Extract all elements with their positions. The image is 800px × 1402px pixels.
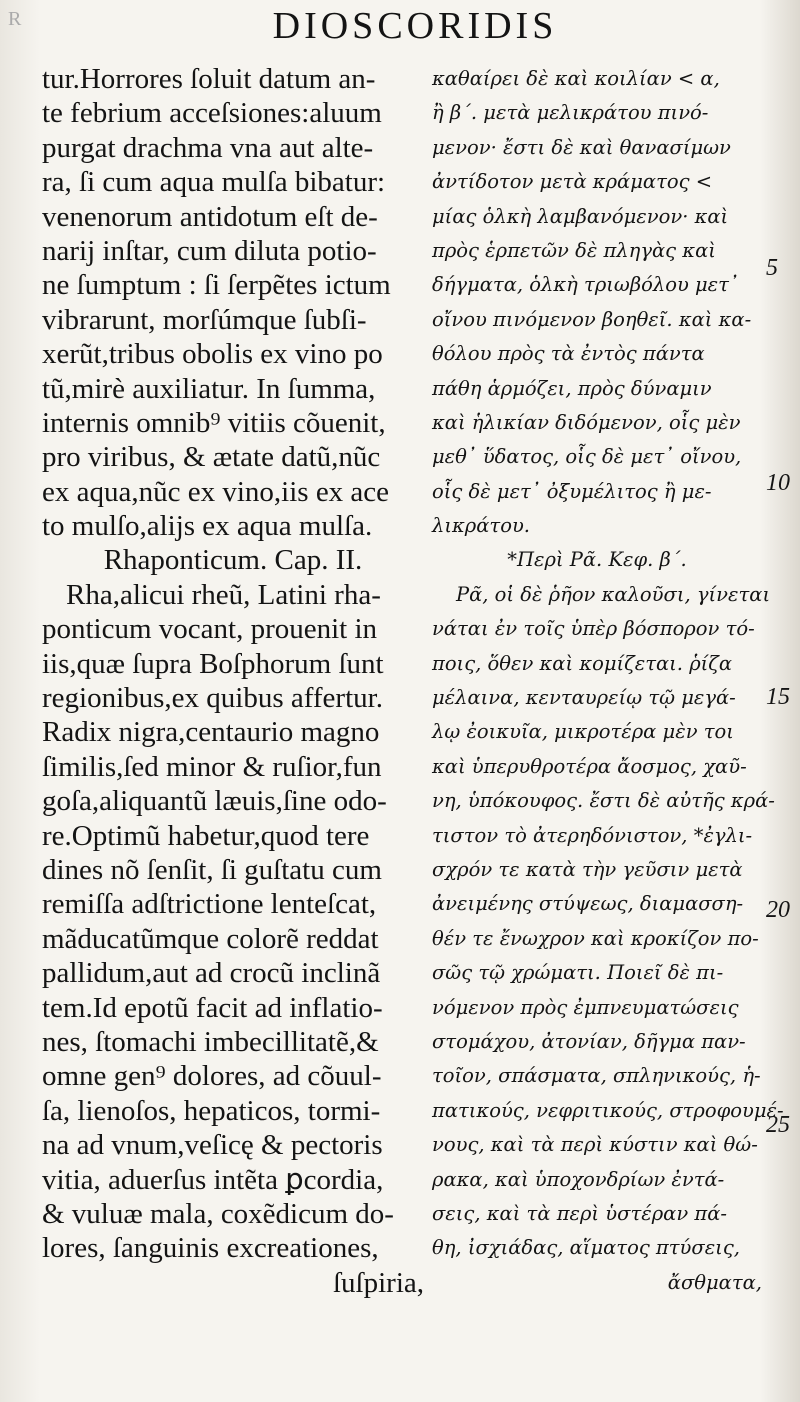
greek-line: νόμενον πρὸς ἐμπνευματώσεις <box>432 995 739 1019</box>
greek-line: ἀνειμένης στύψεως, διαμασση- <box>432 892 744 916</box>
greek-chapter-heading: *Περὶ Ρᾶ. Κεφ. β΄. <box>507 548 687 572</box>
latin-line: goſa,aliquantũ læuis,ſine odo- <box>42 785 387 818</box>
latin-line: tem.Id epotũ facit ad inflatio- <box>42 991 383 1024</box>
latin-line: ponticum vocant, prouenit in <box>42 613 378 646</box>
latin-line: omne gen⁹ dolores, ad cõuul- <box>42 1060 382 1093</box>
greek-line: πάθη ἁρμόζει, πρὸς δύναμιν <box>432 376 712 400</box>
latin-line: Rha,alicui rheũ, Latini rha- <box>66 578 381 611</box>
greek-line: νους, καὶ τὰ περὶ κύστιν καὶ θώ- <box>432 1133 758 1157</box>
latin-line: vibrarunt, morſúmque ſubſi- <box>42 303 367 336</box>
greek-line: μέλαινα, κενταυρείῳ τῷ μεγά- <box>432 686 736 710</box>
latin-line: venenorum antidotum eſt de- <box>42 200 378 233</box>
greek-line: πρὸς ἑρπετῶν δὲ πληγὰς καὶ <box>432 238 716 262</box>
greek-line: δήγματα, ὁλκὴ τριωβόλου μετ᾽ <box>432 273 739 297</box>
margin-line-number: 15 <box>766 684 790 710</box>
greek-line: οἷς δὲ μετ᾽ ὀξυμέλιτος ἢ με- <box>432 479 712 503</box>
greek-line: μίας ὁλκὴ λαμβανόμενον· καὶ <box>432 204 729 228</box>
latin-line: to mulſo,alijs ex aqua mulſa. <box>42 510 373 543</box>
greek-line: θόλου πρὸς τὰ ἐντὸς πάντα <box>432 342 705 366</box>
latin-line: vitia, aduerſus intẽta ꝑcordia, <box>42 1163 384 1196</box>
latin-line: na ad vnum,veſicę & pectoris <box>42 1129 383 1162</box>
latin-line: regionibus,ex quibus affertur. <box>42 682 383 715</box>
latin-column <box>42 62 424 1300</box>
latin-line: pro viribus, & ætate datũ,nũc <box>42 441 381 474</box>
latin-line: iis,quæ ſupra Boſphorum ſunt <box>42 647 384 680</box>
greek-line: νάται ἐν τοῖς ὑπὲρ βόσπορον τό- <box>432 617 755 641</box>
latin-line: tũ,mirè auxiliatur. In ſumma, <box>42 372 376 405</box>
greek-line: ἢ β΄. μετὰ μελικράτου πινό- <box>432 101 709 125</box>
margin-line-number: 25 <box>766 1112 790 1138</box>
latin-line: remiſſa adſtrictione lenteſcat, <box>42 888 377 921</box>
greek-line: λικράτου. <box>432 514 531 538</box>
greek-line: σχρόν τε κατὰ τὴν γεῦσιν μετὰ <box>432 857 743 881</box>
latin-line: narij inſtar, cum diluta potio- <box>42 234 377 267</box>
latin-line: ex aqua,nũc ex vino,iis ex ace <box>42 475 390 508</box>
greek-line: ἀντίδοτον μετὰ κράματος < <box>432 170 713 194</box>
greek-line: τοῖον, σπάσματα, σπληνικούς, ἡ- <box>432 1064 761 1088</box>
greek-line: καὶ ὑπερυθροτέρα ἄοσμος, χαῦ- <box>432 754 747 778</box>
latin-line: internis omnib⁹ vitiis cõuenit, <box>42 406 386 439</box>
greek-line: σῶς τῷ χρώματι. Ποιεῖ δὲ πι- <box>432 961 724 985</box>
greek-line: λῳ ἐοικυῖα, μικροτέρα μὲν τοι <box>432 720 734 744</box>
latin-line: pallidum,aut ad crocũ inclinã <box>42 957 381 990</box>
latin-line: dines nõ ſenſit, ſi guſtatu cum <box>42 853 382 886</box>
greek-line: μενον· ἔστι δὲ καὶ θανασίμων <box>432 135 731 159</box>
greek-line: καὶ ἡλικίαν διδόμενον, οἷς μὲν <box>432 410 741 434</box>
greek-line: θη, ἰσχιάδας, αἵματος πτύσεις, <box>432 1236 740 1260</box>
greek-line: πατικούς, νεφριτικούς, στροφουμέ- <box>432 1098 784 1122</box>
corner-mark: R <box>8 8 22 30</box>
latin-line: mãducatũmque colorẽ reddat <box>42 922 379 955</box>
latin-line: ne ſumptum : ſi ſerpẽtes ictum <box>42 269 391 302</box>
greek-line: τιστον τὸ ἀτερηδόνιστον, *ἐγλι- <box>432 823 753 847</box>
latin-line: te febrium acceſsiones:aluum <box>42 97 382 130</box>
latin-line: & vuluæ mala, coxẽdicum do- <box>42 1197 394 1230</box>
greek-line: στομάχου, ἀτονίαν, δῆγμα παν- <box>432 1029 746 1053</box>
greek-line: μεθ᾽ ὕδατος, οἷς δὲ μετ᾽ οἴνου, <box>432 445 742 469</box>
latin-line: ſuſpiria, <box>332 1266 424 1299</box>
latin-line: xerũt,tribus obolis ex vino po <box>42 338 383 371</box>
latin-chapter-heading: Rhaponticum. Cap. II. <box>103 544 363 577</box>
latin-line: Radix nigra,centaurio magno <box>42 716 380 749</box>
greek-line: καθαίρει δὲ καὶ κοιλίαν < α, <box>432 67 720 90</box>
latin-line: ſa, lienoſos, hepaticos, tormi- <box>42 1094 381 1127</box>
latin-line: ra, ſi cum aqua mulſa bibatur: <box>42 166 386 199</box>
page-title: DIOSCORIDIS <box>272 5 558 47</box>
greek-line: θέν τε ἔνωχρον καὶ κροκίζον πο- <box>432 926 759 950</box>
greek-line: σεις, καὶ τὰ περὶ ὑστέραν πά- <box>432 1201 727 1225</box>
margin-line-number: 20 <box>766 897 790 923</box>
greek-line: ρακα, καὶ ὑποχονδρίων ἐντά- <box>432 1167 725 1191</box>
latin-line: re.Optimũ habetur,quod tere <box>42 819 370 852</box>
latin-line: lores, ſanguinis excreationes, <box>42 1232 379 1265</box>
latin-line: tur.Horrores ſoluit datum an- <box>42 63 376 95</box>
latin-line: purgat drachma vna aut alte- <box>42 131 374 164</box>
greek-line: ἄσθματα, <box>667 1270 762 1294</box>
latin-line: nes, ſtomachi imbecillitatẽ,& <box>42 1025 379 1058</box>
latin-line: ſimilis,ſed minor & ruſior,fun <box>42 750 382 783</box>
margin-line-number: 5 <box>766 255 778 281</box>
greek-line: ποις, ὅθεν καὶ κομίζεται. ῥίζα <box>432 651 733 675</box>
greek-line: οἴνου πινόμενον βοηθεῖ. καὶ κα- <box>432 307 752 331</box>
greek-line: Ρᾶ, οἱ δὲ ῥῆον καλοῦσι, γίνεται <box>456 582 771 606</box>
greek-line: νη, ὑπόκουφος. ἔστι δὲ αὐτῆς κρά- <box>432 789 775 813</box>
margin-line-number: 10 <box>766 470 790 496</box>
